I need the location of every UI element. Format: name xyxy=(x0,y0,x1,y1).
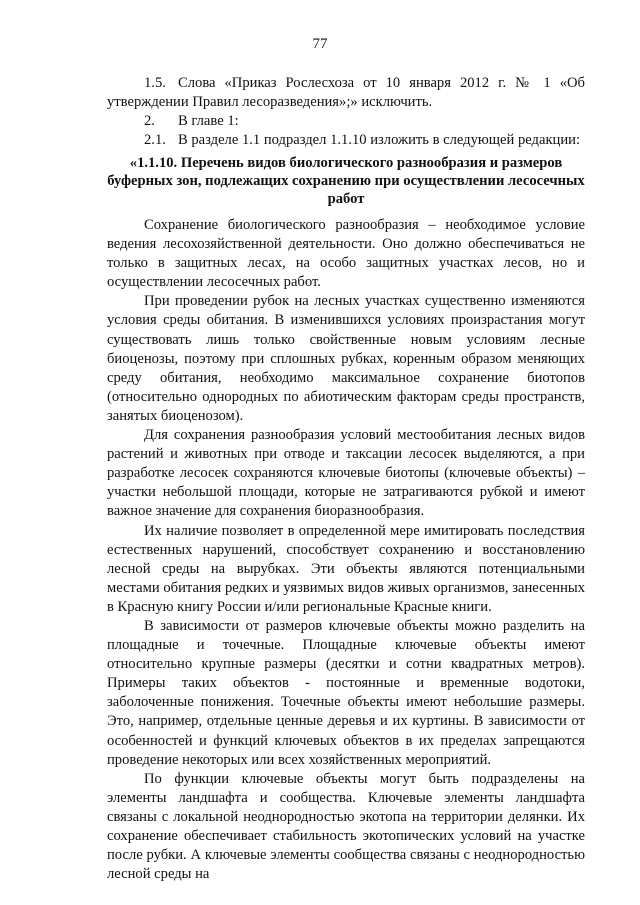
item-text: В разделе 1.1 подраздел 1.1.10 изложить в следующей редакции: xyxy=(178,132,581,148)
list-item xyxy=(107,74,585,112)
amendment-list xyxy=(107,74,585,150)
page-number: 77 xyxy=(312,36,328,52)
paragraph: При проведении рубок на лесных участках существенно изменяются условия среды обитания. В изменившихся условиях произрастания могут существовать лишь только свойственные новым условиям лесные биоценозы, поэтому при сплошных рубках, коренным образом меняющих среду обитания, необходимо максимальное сохранение биотопов (относительно однородных по абиотическим факторам среды пространств, занятых биоценозом). xyxy=(107,293,585,424)
item-number: 1.5. xyxy=(144,75,166,91)
item-text: В главе 1: xyxy=(178,113,239,129)
list-item xyxy=(107,131,585,150)
paragraph: В зависимости от размеров ключевые объекты можно разделить на площадные и точечные. Площадные ключевые объекты имеют относительно крупные размеры (десятки и сотни квадратных метров). Примеры таких объектов - постоянные и временные водотоки, заболоченные понижения. Точечные объекты имеют небольшие размеры. Это, например, отдельные ценные деревья и их куртины. В зависимости от особенностей и функций ключевых объектов в их пределах запрещаются проведение некоторых или всех хозяйственных мероприятий. xyxy=(107,617,585,768)
list-item xyxy=(107,112,585,131)
body-text xyxy=(107,216,585,884)
item-number: 2. xyxy=(144,113,155,129)
paragraph: По функции ключевые объекты могут быть подразделены на элементы ландшафта и сообщества. Ключевые элементы ландшафта связаны с локальной неоднородностью экотопа на территории делянки. Их сохранение обеспечивает стабильность экотопических условий на участке после рубки. А ключевые элементы сообщества связаны с неоднородностью лесной среды на xyxy=(107,770,585,883)
section-title: «1.1.10. Перечень видов биологического разнообразия и размеров буферных зон, подлежащих сохранению при осуществлении лесосечных работ xyxy=(107,155,585,207)
paragraph: Для сохранения разнообразия условий местообитания лесных видов растений и животных при отводе и таксации лесосек выделяются, а при разработке лесосек сохраняются ключевые биотопы (ключевые объекты) – участки небольшой площади, которые не затрагиваются рубкой и имеют важное значение для сохранения биоразнообразия. xyxy=(107,427,585,520)
item-text: Слова «Приказ Рослесхоза от 10 января 2012 г. № 1 «Об утверждении Правил лесоразведения»;» исключить. xyxy=(107,75,585,110)
paragraph: Их наличие позволяет в определенной мере имитировать последствия естественных нарушений, способствует сохранению и восстановлению лесной среды на вырубках. Эти объекты являются потенциальными местами обитания редких и уязвимых видов живых организмов, занесенных в Красную книгу России и/или региональные Красные книги. xyxy=(107,522,585,615)
item-number: 2.1. xyxy=(144,132,166,148)
paragraph: Сохранение биологического разнообразия – необходимое условие ведения лесохозяйственной деятельности. Оно должно обеспечиваться не только в защитных лесах, на особо защитных участках лесов, но и осуществлении лесосечных работ. xyxy=(107,217,585,291)
